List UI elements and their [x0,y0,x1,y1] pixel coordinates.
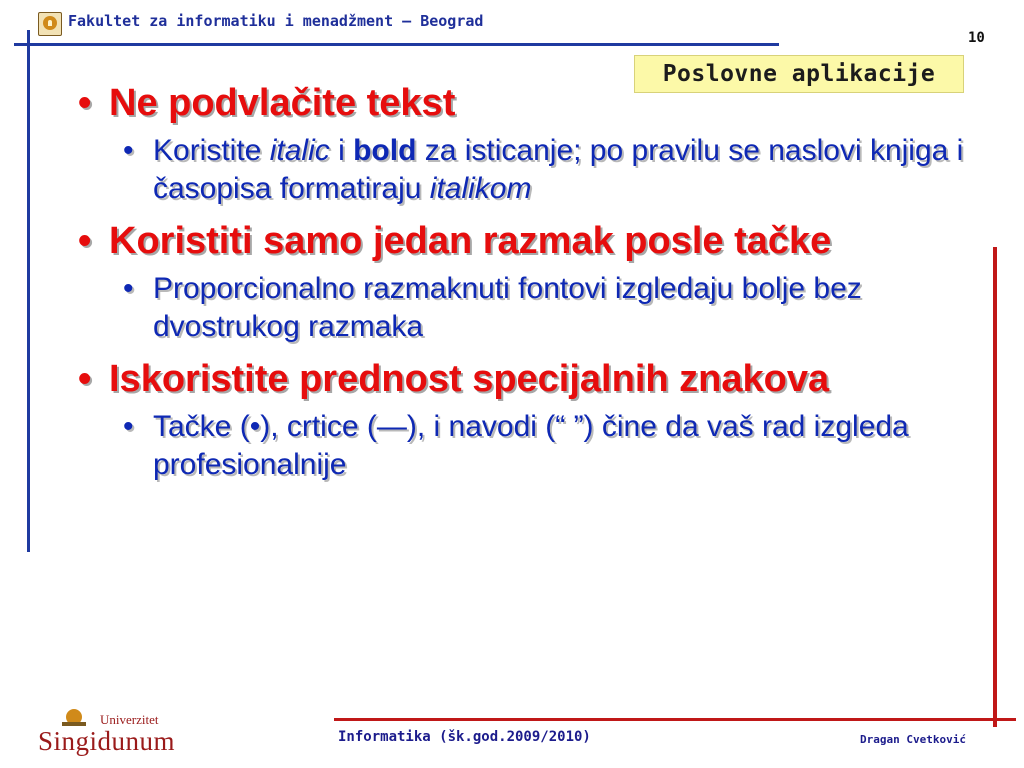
bullet-icon: • [123,272,134,305]
logo-univerzitet-text: Univerzitet [100,712,159,727]
sub-bullet: • Proporcionalno razmaknuti fontovi izgledaju bolje bez dvostrukog razmaka [123,272,862,343]
section-badge: Poslovne aplikacije [634,55,964,93]
italic-word: italic [269,134,330,167]
sub-bullet: • Tačke (•), crtice (—), i navodi (“ ”) čine da vaš rad izgleda profesionalnije [123,410,909,481]
author-label: Dragan Cvetković [860,733,966,746]
bullet-title: • Ne podvlačite tekst [78,80,983,126]
bullet-icon: • [123,134,134,167]
bullet-icon: • [123,410,134,443]
italic-word: italikom [429,172,532,205]
logo-name-text: Singidunum [38,726,176,756]
course-label: Informatika (šk.god.2009/2010) [338,729,591,745]
footer-divider [334,718,1016,721]
slide-content [78,80,983,494]
sub-bullet: • Koristite italic i bold za isticanje; po pravilu se naslovi knjiga i časopisa formatiraju italikom [123,134,964,205]
left-accent-line [27,30,30,552]
university-logo [38,708,178,756]
institution-title: Fakultet za informatiku i menadžment – Beograd [68,12,484,30]
page-number: 10 [968,30,985,46]
faculty-logo-icon [38,12,62,36]
header-divider [14,43,779,46]
bold-word: bold [353,134,417,167]
bullet-title: • Koristiti samo jedan razmak posle tačke [78,218,983,264]
bullet-title: • Iskoristite prednost specijalnih znakova [78,356,983,402]
right-accent-line [993,247,997,727]
